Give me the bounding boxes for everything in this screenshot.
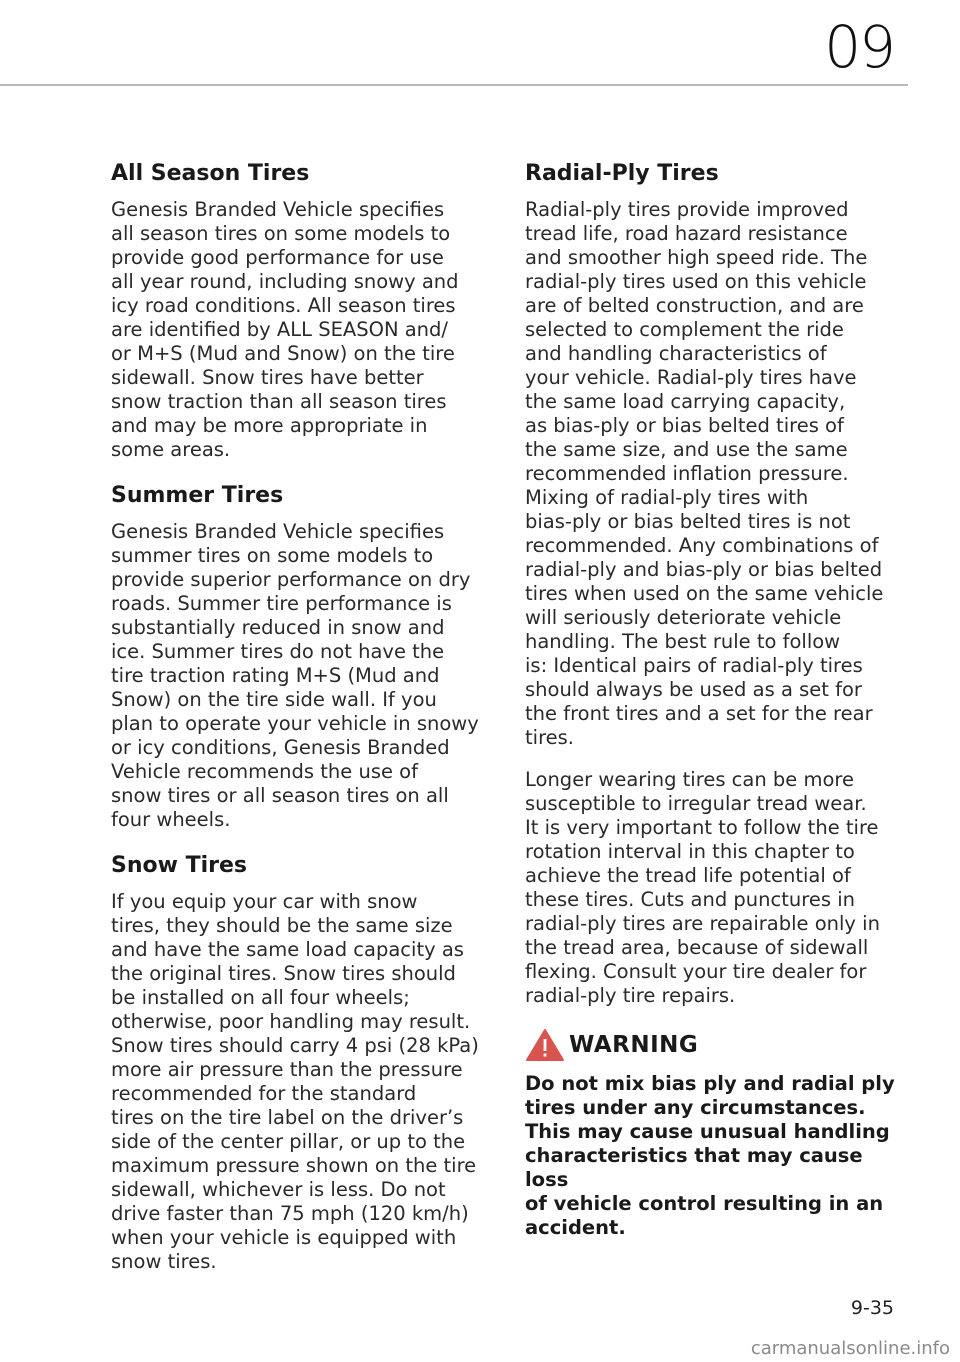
radial-body-2: Longer wearing tires can be more susceptible to irregular tread wear. It is very important to follow the tire rotation interval in this chapter to achieve the tread life potential of these tires. Cuts and punctures in radial-ply tires are repairable only in the tread area, because of sidewall flexing. Consult your tire dealer for radial-ply tire repairs.: [525, 768, 880, 1007]
watermark: carmanualsonline.info: [750, 1338, 950, 1359]
warning-triangle-icon: [525, 1028, 565, 1062]
radial-heading: Radial-Ply Tires: [525, 161, 719, 186]
warning-title: WARNING: [569, 1032, 699, 1058]
warning-box: [525, 1028, 897, 1240]
warning-header: [525, 1028, 897, 1062]
snow-heading: Snow Tires: [111, 853, 248, 878]
chapter-number: 09: [824, 13, 894, 81]
right-column: [525, 158, 897, 1240]
summer-body: Genesis Branded Vehicle specifies summer tires on some models to provide superior performance on dry roads. Summer tire performance is substantially reduced in snow and ice. Summer tires do not have the tire traction rating M+S (Mud and Snow) on the tire side wall. If you plan to operate your vehicle in snowy or icy conditions, Genesis Branded Vehicle recommends the use of snow tires or all season tires on all four wheels.: [111, 520, 479, 831]
summer-heading: Summer Tires: [111, 483, 284, 508]
left-column: [111, 158, 491, 1292]
all-season-section: [111, 158, 491, 462]
snow-body: If you equip your car with snow tires, they should be the same size and have the same load capacity as the original tires. Snow tires should be installed on all four wheels; otherwise, poor handling may result. Snow tires should carry 4 psi (28 kPa) more air pressure than the pressure recommended for the standard tires on the tire label on the driver’s side of the center pillar, or up to the maximum pressure shown on the tire sidewall, whichever is less. Do not drive faster than 75 mph (120 km/h) when your vehicle is equipped with snow tires.: [111, 890, 479, 1273]
radial-section: [525, 158, 897, 1008]
summer-section: [111, 480, 491, 832]
header-divider: [0, 84, 908, 86]
page-number: 9-35: [850, 1297, 894, 1319]
all-season-heading: All Season Tires: [111, 161, 310, 186]
radial-body-1: Radial-ply tires provide improved tread life, road hazard resistance and smoother high speed ride. The radial-ply tires used on this vehicle are of belted construction, and are selected to complement the ride and handling characteristics of your vehicle. Radial-ply tires have the same load carrying capacity, as bias-ply or bias belted tires of the same size, and use the same recommended inflation pressure. Mixing of radial-ply tires with bias-ply or bias belted tires is not recommended. Any combinations of radial-ply and bias-ply or bias belted tires when used on the same vehicle will seriously deteriorate vehicle handling. The best rule to follow is: Identical pairs of radial-ply tires should always be used as a set for the front tires and a set for the rear tires.: [525, 198, 884, 749]
warning-text: Do not mix bias ply and radial ply tires under any circumstances. This may cause unusual handling characteristics that may cause loss of vehicle control resulting in an accident.: [525, 1072, 895, 1239]
all-season-body: Genesis Branded Vehicle specifies all season tires on some models to provide good performance for use all year round, including snowy and icy road conditions. All season tires are identified by ALL SEASON and/ or M+S (Mud and Snow) on the tire sidewall. Snow tires have better snow traction than all season tires and may be more appropriate in some areas.: [111, 198, 459, 461]
snow-section: [111, 850, 491, 1274]
